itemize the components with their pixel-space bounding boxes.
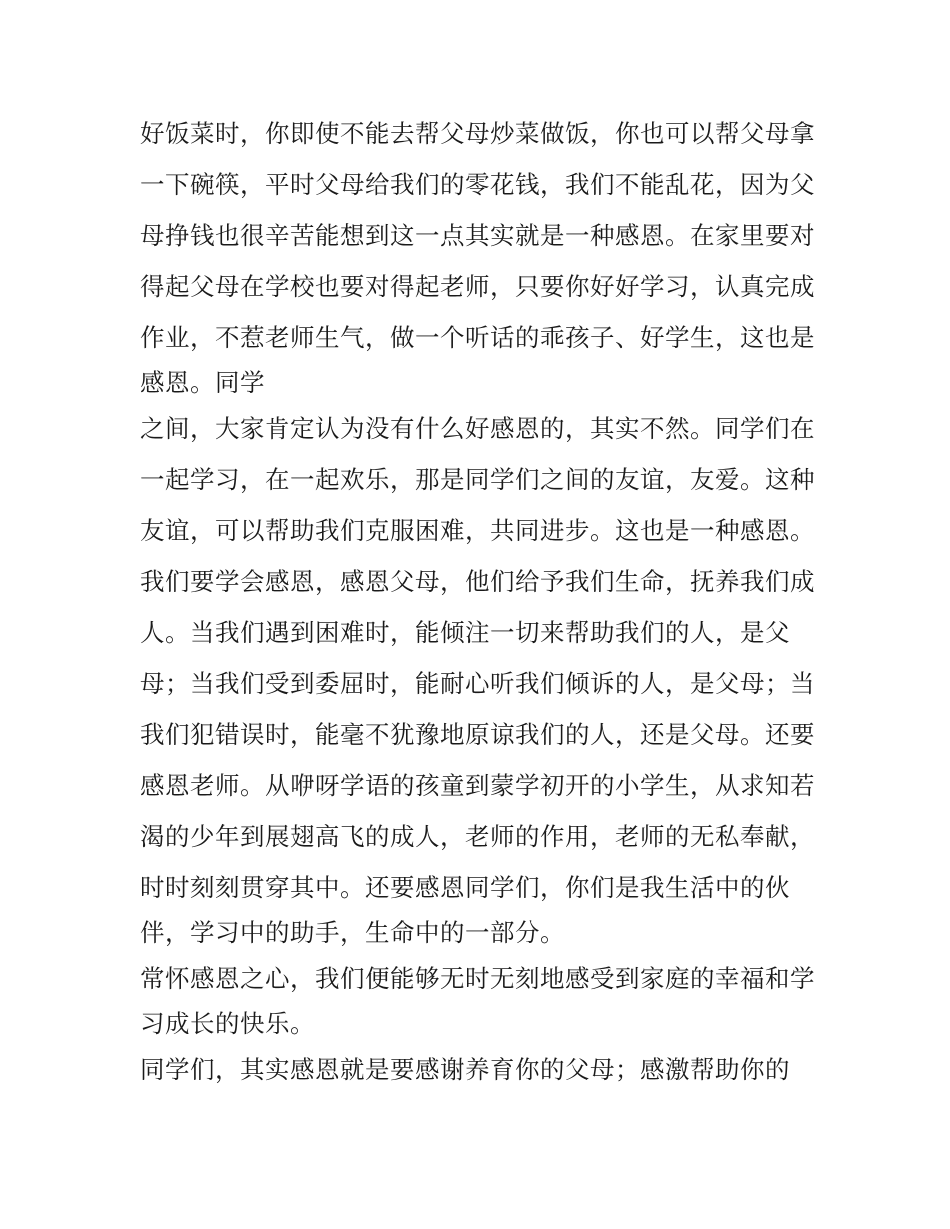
text-line: 人。当我们遇到困难时，能倾注一切来帮助我们的人，是父 <box>140 618 790 647</box>
text-line: 得起父母在学校也要对得起老师，只要你好好学习，认真完成 <box>140 272 815 301</box>
text-line: 我们犯错误时，能毫不犹豫地原谅我们的人，还是父母。还要 <box>140 720 815 749</box>
text-line: 一下碗筷，平时父母给我们的零花钱，我们不能乱花，因为父 <box>140 170 815 199</box>
text-line: 好饭菜时，你即使不能去帮父母炒菜做饭，你也可以帮父母拿 <box>140 119 815 148</box>
document-body <box>140 108 820 1095</box>
text-line: 母；当我们受到委屈时，能耐心听我们倾诉的人，是父母；当 <box>140 669 815 698</box>
text-line: 时时刻刻贯穿其中。还要感恩同学们，你们是我生活中的伙 <box>140 873 790 902</box>
text-line: 作业，不惹老师生气，做一个听话的乖孩子、好学生，这也是 <box>140 323 815 352</box>
text-line: 习成长的快乐。 <box>140 1009 315 1038</box>
text-line: 一起学习，在一起欢乐，那是同学们之间的友谊，友爱。这种 <box>140 465 815 494</box>
text-line: 母挣钱也很辛苦能想到这一点其实就是一种感恩。在家里要对 <box>140 221 815 250</box>
text-line: 渴的少年到展翅高飞的成人，老师的作用，老师的无私奉献， <box>140 822 815 851</box>
text-line: 友谊，可以帮助我们克服困难，共同进步。这也是一种感恩。 <box>140 516 815 545</box>
text-line: 我们要学会感恩，感恩父母，他们给予我们生命，抚养我们成 <box>140 567 815 596</box>
text-line: 常怀感恩之心，我们便能够无时无刻地感受到家庭的幸福和学 <box>140 964 815 993</box>
text-line: 感恩。同学 <box>140 368 265 397</box>
text-line: 之间，大家肯定认为没有什么好感恩的，其实不然。同学们在 <box>140 414 815 443</box>
text-line: 同学们，其实感恩就是要感谢养育你的父母；感激帮助你的 <box>140 1055 790 1084</box>
text-line: 感恩老师。从咿呀学语的孩童到蒙学初开的小学生，从求知若 <box>140 771 815 800</box>
text-line: 伴，学习中的助手，生命中的一部分。 <box>140 918 565 947</box>
